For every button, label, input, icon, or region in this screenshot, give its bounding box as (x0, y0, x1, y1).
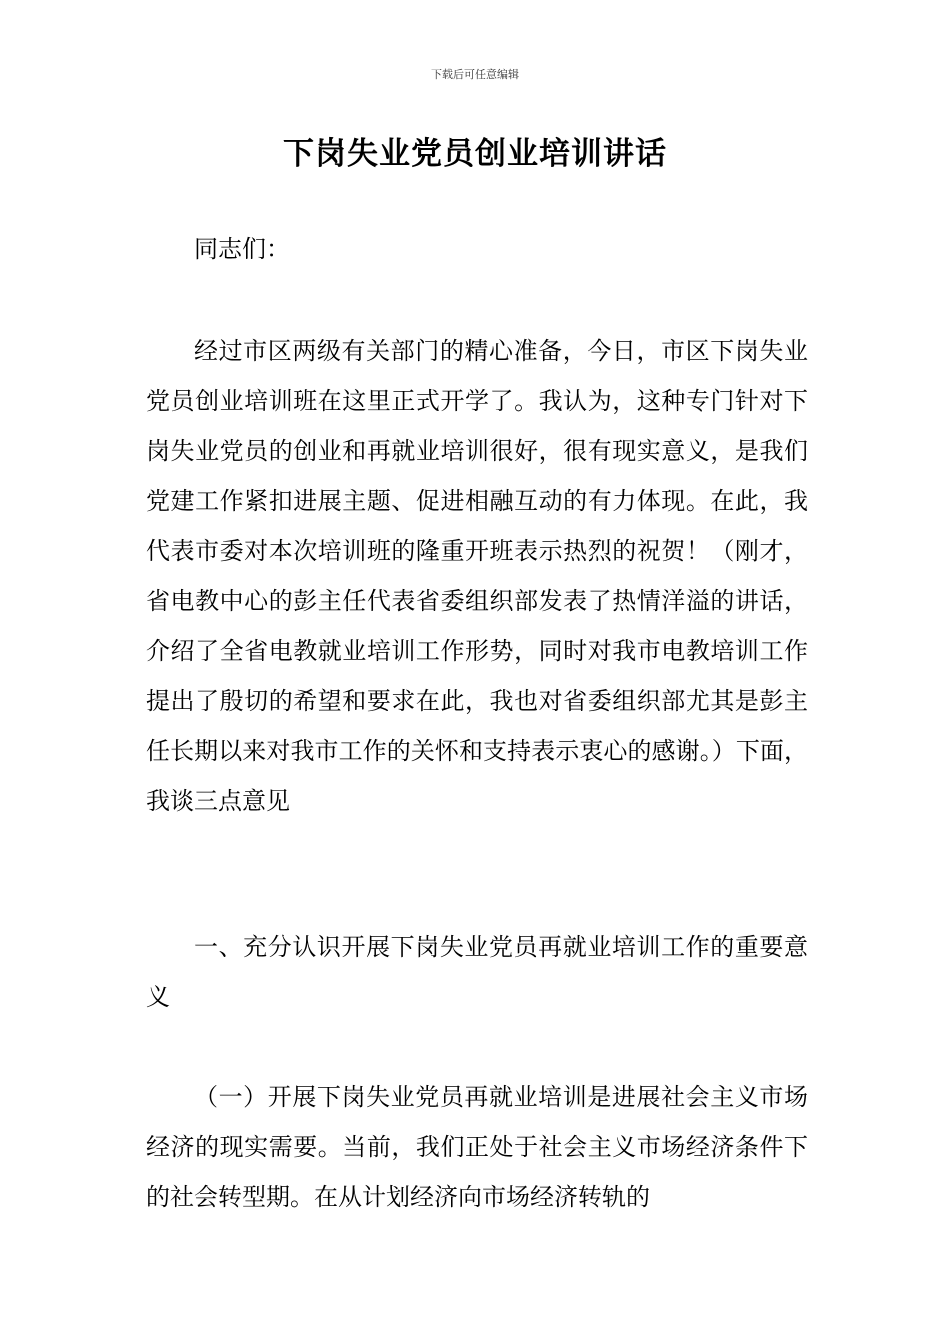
paragraph-subsection-1: （一）开展下岗失业党员再就业培训是进展社会主义市场经济的现实需要。当前，我们正处于社会主义市场经济条件下的社会转型期。在从计划经济向市场经济转轨的 (146, 1083, 808, 1211)
header-note: 下载后可任意编辑 (431, 68, 519, 81)
salutation: 同志们： (194, 235, 290, 263)
document-title: 下岗失业党员创业培训讲话 (283, 136, 667, 172)
paragraph-opening: 经过市区两级有关部门的精心准备，今日，市区下岗失业党员创业培训班在这里正式开学了。我认为，这种专门针对下岗失业党员的创业和再就业培训很好，很有现实意义，是我们党建工作紧扣进展主题、促进相融互动的有力体现。在此，我代表市委对本次培训班的隆重开班表示热烈的祝贺！（刚才，省电教中心的彭主任代表省委组织部发表了热情洋溢的讲话，介绍了全省电教就业培训工作形势，同时对我市电教培训工作提出了殷切的希望和要求在此，我也对省委组织部尤其是彭主任长期以来对我市工作的关怀和支持表示衷心的感谢。）下面，我谈三点意见 (146, 337, 808, 815)
section-heading: 一、充分认识开展下岗失业党员再就业培训工作的重要意义 (146, 933, 808, 1011)
